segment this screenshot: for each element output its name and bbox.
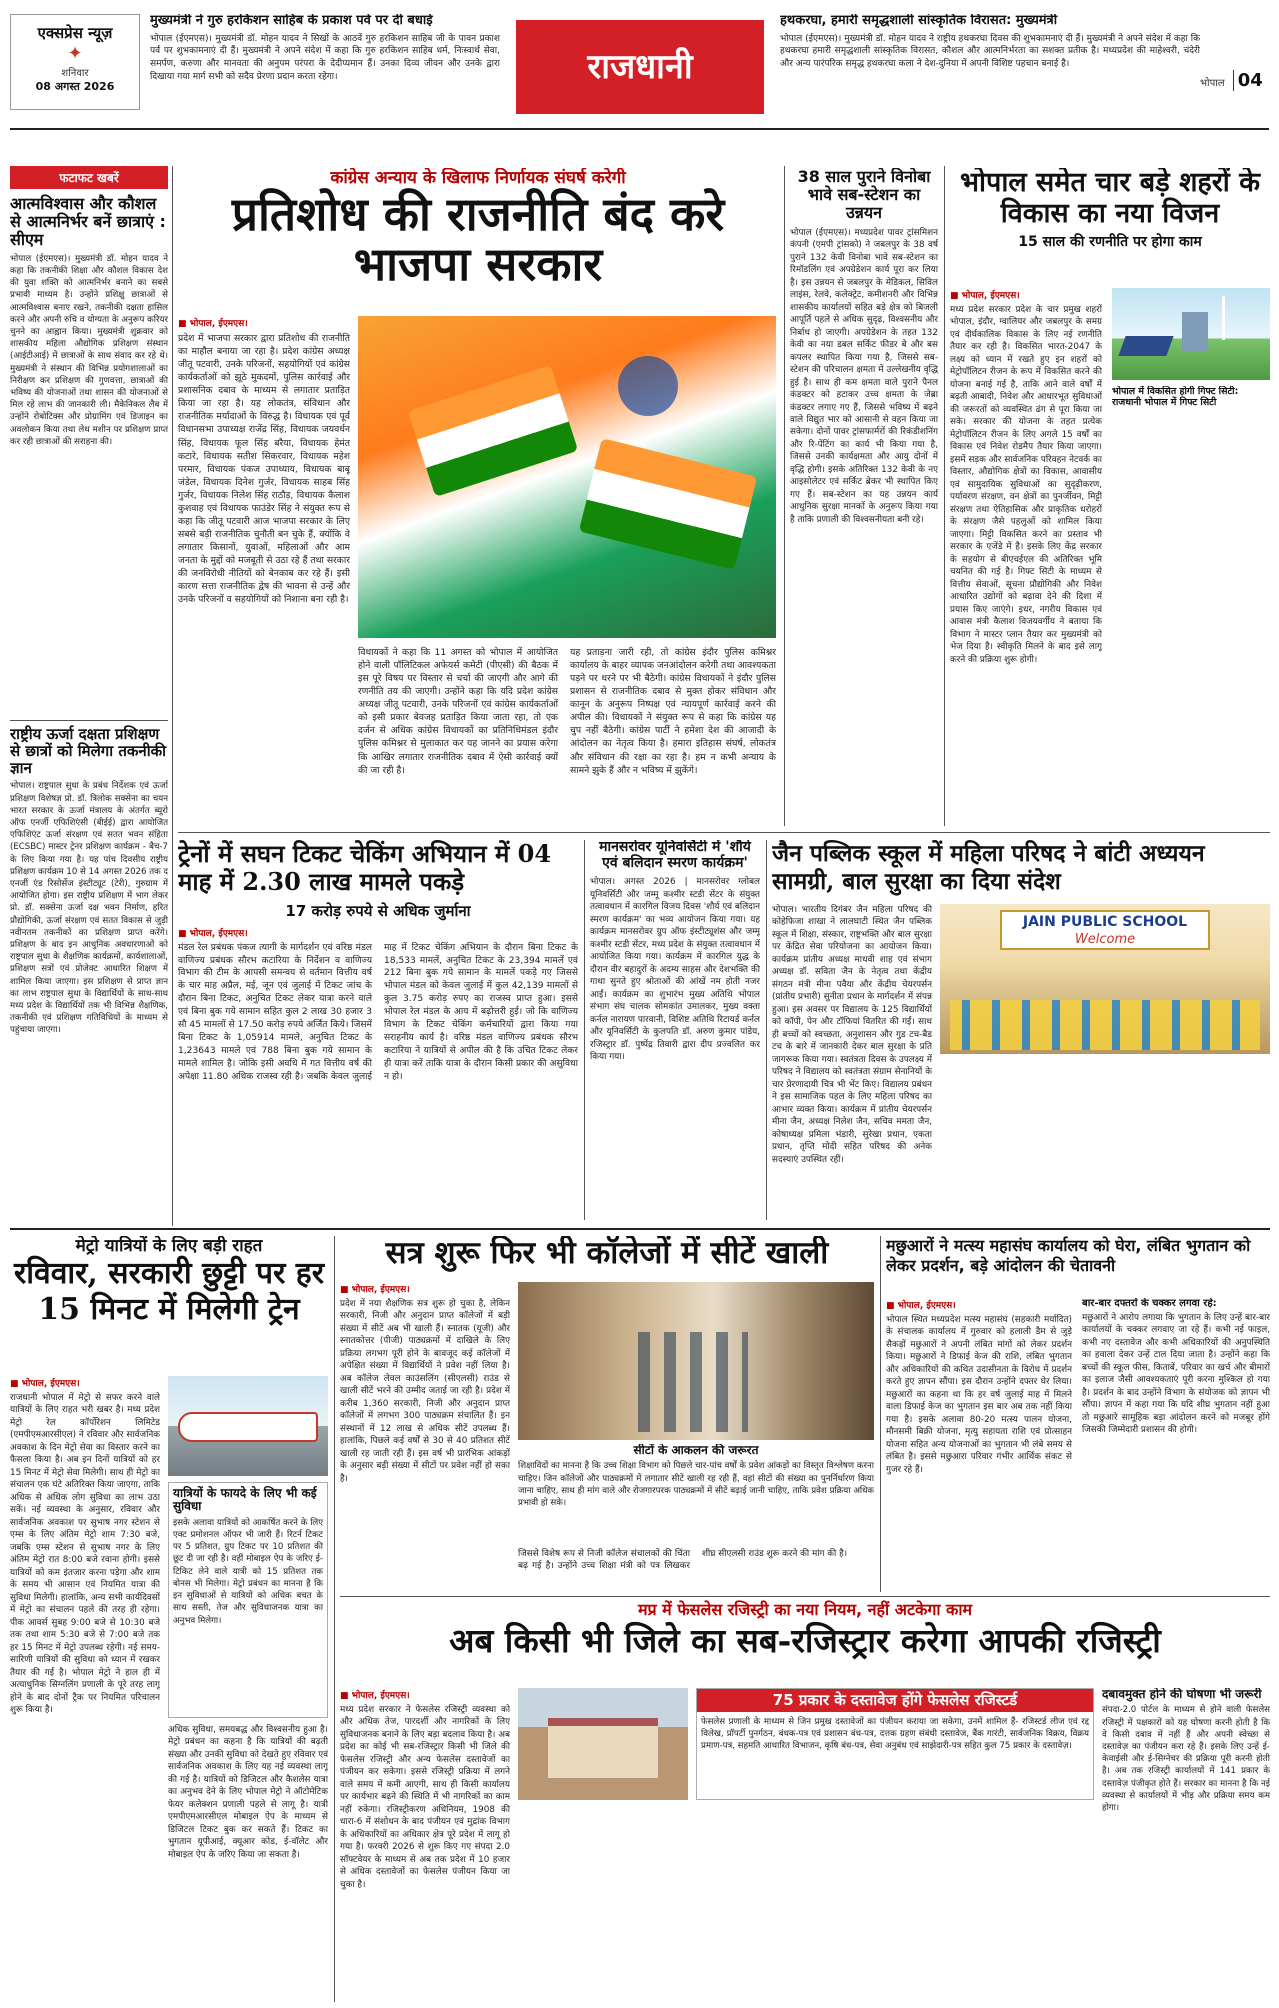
colleges-foot-text: जिससे विशेष रूप से निजी कॉलेज संचालकों की चिंता बढ़ गई है। उन्होंने उच्च शिक्षा मंत्री को पत्र लिखकर शीघ्र सीएलसी राउंड शुरू करने की मांग की है। — [518, 1549, 848, 1572]
office-building-icon — [548, 1718, 658, 1778]
colleges-caption: सीटों के आकलन की जरूरत — [633, 1444, 759, 1457]
fishermen-byline: ■ भोपाल, ईएमएस। — [886, 1298, 1072, 1311]
metro-col-1 — [10, 1376, 160, 2002]
fishermen-sub: बार-बार दफ्तरों के चक्कर लगवा रहे: — [1082, 1298, 1217, 1309]
lead-story — [178, 168, 778, 828]
trains-text: मंडल रेल प्रबंधक पंकज त्यागी के मार्गदर्शन एवं वरिष्ठ मंडल वाणिज्य प्रबंधक सौरभ कटारिया के निर्देशन व वाणिज्य विभाग की टीम के आपसी समन्वय से वर्तमान वित्तीय वर्ष के चार माह अप्रैल, मई, जून एवं जुलाई में टिकट जांच के दौरान बिना टिकट, अनुचित टिकट लेकर यात्रा करने वाले एवं बिना बुक गये सामान सहित कुल 2 लाख 30 हजार 3 सौ 45 मामलों से 17.50 करोड़ रुपये अर्जित किये। जिसमें बिना टिकट के 1,05914 मामले, अनुचित टिकट के 1,23643 मामले एवं 788 बिना बुक गये सामान के मामले शामिल है। जोकि इसी अवधि में गत वित्तीय वर्ष की अपेक्षा 11.80 अधिक राजस्व रही है। जबकि केवल जुलाई माह में टिकट चेकिंग अभियान के दौरान बिना टिकट के 18,533 मामलें, अनुचित टिकट के 23,394 मामलें एवं 212 बिना बुक गये सामान के मामलें पकड़े गए जिससे भोपाल मंडल को केवल जुलाई में कुल 42,139 मामलों से कुल 3.75 करोड़ रुपए का राजस्व प्राप्त हुआ। इससे भोपाल रेल मंडल के आय में बढ़ोत्तरी हुई। जो कि वाणिज्य विभाग के टिकट चेकिंग कर्मचारियों द्वारा किया गया सराहनीय कार्य है। वरिष्ठ मंडल वाणिज्य प्रबंधक सौरभ कटारिया ने यात्रियों से अपील की है कि उचित टिकट लेकर ही यात्रा करें ताकि यात्रा के दौरान किसी प्रकार की असुविधा न हो। — [178, 942, 578, 1082]
top-right-brief — [780, 14, 1200, 118]
colleges-byline: ■ भोपाल, ईएमएस। — [340, 1282, 510, 1295]
colleges-caption-box — [518, 1444, 874, 1544]
registry-photo — [518, 1688, 688, 1800]
vinoba-right-rule — [944, 166, 945, 826]
train-icon — [178, 1412, 318, 1442]
top-left-text: भोपाल (ईएमएस)। मुख्यमंत्री डॉ. मोहन यादव ने सिखों के आठवें गुरु हरकिशन साहिब जी के पावन प्रकाश पर्व पर शुभकामनाएं दी हैं। मुख्यमंत्री ने अपने संदेश में कहा कि गुरु हरकिशन साहिब धर्म, निःस्वार्थ सेवा, समर्पण, करुणा और मानवता की अनुपम परंपरा के देदीप्यमान हैं। उनका दिव्य जीवन और उनके द्वारा दिखाया गया मार्ग सभी को सदैव प्रेरणा प्रदान करता रहेगा। — [150, 33, 500, 82]
row3-rule — [340, 1596, 1270, 1597]
registry-box-headline: 75 प्रकार के दस्तावेज होंगे फेसलेस रजिस्टर्ड — [697, 1689, 1093, 1712]
fatafat-headline-2: राष्ट्रीय ऊर्जा दक्षता प्रशिक्षण से छात्रों को मिलेगा तकनीकी ज्ञान — [10, 725, 167, 777]
children-group-icon — [950, 1000, 1260, 1050]
colleges-headline: सत्र शुरू फिर भी कॉलेजों में सीटें खाली — [385, 1236, 829, 1271]
fishermen-col-2 — [1082, 1298, 1270, 1592]
registry-box-text: फेसलेस प्रणाली के माध्यम से जिन प्रमुख दस्तावेजों का पंजीयन कराया जा सकेगा, उनमें शामिल हैं- रजिस्टर्ड लीज एवं रद्द विलेख, प्रॉपर्टी पुनर्गठन, बंधक-पत्र एवं प्रशासन बंध-पत्र, दत्तक ग्रहण संबंधी दस्तावेज, बैंक गारंटी, सार्वजनिक विक्रय, विक्रय प्रमाण-पत्र, सहमति आधारित विभाजन, कृषि बंध-पत्र, सेवा अनुबंध एवं साझेदारी-पत्र सहित कुल 75 प्रकार के दस्तावेज़। — [701, 1716, 1089, 1752]
fatafat-label: फटाफट खबरें — [10, 166, 168, 189]
lead-text-3: यह प्रताड़ना जारी रही, तो कांग्रेस इंदौर पुलिस कमिश्नर कार्यालय के बाहर व्यापक जनआंदोलन करेगी तथा आवश्यकता पड़ने पर धरने पर भी बैठेगी। कांग्रेस विधायकों ने इंदौर पुलिस प्रशासन से राजनीतिक दबाव से मुक्त होकर संविधान और कानून के अनुरूप निष्पक्ष एवं न्यायपूर्ण कार्रवाई करने की अपील की। विधायकों ने संयुक्त रूप से कहा कि कांग्रेस यह चुप नहीं बैठेगी। कांग्रेस पार्टी ने हमेशा देश की आजादी के आंदोलन का नेतृत्व किया है। हमारा इतिहास संघर्ष, लोकतंत्र और संविधान की रक्षा का रहा है। हम न कभी अन्याय के सामने झुके हैं और न भविष्य में झुकेंगे। — [570, 647, 776, 776]
lead-col-1 — [178, 316, 350, 826]
registry-story — [340, 1600, 1270, 2002]
metro-kicker: मेट्रो यात्रियों के लिए बड़ी राहत — [75, 1236, 263, 1256]
school-banner-label: JAIN PUBLIC SCHOOL — [1022, 914, 1188, 930]
colleges-caption-text: शिक्षाविदों का मानना है कि उच्च शिक्षा विभाग को पिछले चार-पांच वर्षों के प्रवेश आंकड़ों का विस्तृत विश्लेषण करना चाहिए। जिन कॉलेजों और पाठ्यक्रमों में लगातार सीटें खाली रह रही हैं, वहां सीटों की संख्या का पुनर्निर्धारण किया जाना चाहिए, साथ ही मांग वाले और रोजगारपरक पाठ्यक्रमों में सीटें बढ़ाई जानी चाहिए, ताकि प्रवेश प्रक्रिया अधिक प्रभावी हो सके। — [518, 1461, 874, 1509]
colleges-text: प्रदेश में नया शैक्षणिक सत्र शुरू हो चुका है, लेकिन सरकारी, निजी और अनुदान प्राप्त कॉलेजों में बड़ी संख्या में सीटें अब भी खाली हैं। स्नातक (यूजी) और स्नातकोत्तर (पीजी) पाठ्यक्रमों में दाखिले के लिए प्रक्रिया लगभग पूरी होने के बावजूद कई कॉलेजों में अपेक्षित संख्या में विद्यार्थियों ने प्रवेश नहीं लिया है। अब कॉलेज लेवल काउंसलिंग (सीएलसी) राउंड से खाली सीटें भरने की उम्मीद जताई जा रही है। प्रदेश में करीब 1,360 सरकारी, निजी और अनुदान प्राप्त कॉलेजों में लगभग 300 पाठ्यक्रम संचालित हैं। इन संस्थानों में 12 लाख से अधिक सीटें उपलब्ध हैं। हालांकि, पिछले कई वर्षों से 30 से 40 प्रतिशत सीटें खाली रह जाती रही हैं। इस वर्ष भी प्रारंभिक आंकड़ों के अनुसार बड़ी संख्या में सीटों पर प्रवेश नहीं हो सका है। — [340, 1299, 510, 1484]
mansarovar-headline: मानसरोवर यूनिवर्सिटी में 'शौर्य एवं बलिदान स्मरण कार्यक्रम' — [599, 840, 751, 871]
vision-headline: भोपाल समेत चार बड़े शहरों के विकास का नया विजन — [960, 168, 1260, 229]
section-banner — [516, 20, 764, 114]
fatafat-story-2 — [10, 720, 168, 1225]
building-icon — [1182, 312, 1208, 352]
vision-story — [950, 168, 1270, 828]
lead-col-2 — [358, 646, 558, 826]
lead-right-rule — [784, 166, 785, 826]
page-number: 04 — [1233, 70, 1263, 91]
colleges-foot — [518, 1548, 874, 1592]
top-right-text: भोपाल (ईएमएस)। मुख्यमंत्री डॉ. मोहन यादव ने राष्ट्रीय हथकरघा दिवस की शुभकामनाएं दी हैं। मुख्यमंत्री ने अपने संदेश में कहा कि हथकरघा हमारी समृद्धशाली सांस्कृतिक विरासत, कौशल और आत्मनिर्भरता का सशक्त प्रतीक है। मध्यप्रदेश की माहेश्वरी, चंदेरी और अन्य पारंपरिक समृद्ध हथकरघा कला ने देश-दुनिया में अपनी विशिष्ट पहचान बनाई है। — [780, 33, 1200, 70]
lead-kicker: कांग्रेस अन्याय के खिलाफ निर्णायक संघर्ष करेगी — [330, 168, 626, 188]
left-column-rule — [172, 166, 173, 1226]
hand-symbol-icon — [618, 356, 678, 416]
registry-headline: अब किसी भी जिले का सब-रजिस्ट्रार करेगा आपकी रजिस्ट्री — [449, 1621, 1161, 1661]
colleges-story — [340, 1236, 874, 1592]
metro-byline: ■ भोपाल, ईएमएस। — [10, 1376, 160, 1389]
registry-side-text: संपदा-2.0 पोर्टल के माध्यम से होने वाली फेसलेस रजिस्ट्री में पक्षकारों को यह घोषणा करनी होती है कि वे किसी दबाव में नहीं हैं और अपनी स्वेच्छा से दस्तावेज़ का पंजीयन करा रहे हैं। इसके लिए उन्हें ई-केवाईसी और ई-सिग्नेचर की प्रक्रिया पूरी करनी होती है। अब तक रजिस्ट्री कार्यालयों में 141 प्रकार के दस्तावेज़ पंजीकृत होते हैं। सरकार का मानना है कि नई व्यवस्था से कार्यालयों में भीड़ और प्रक्रिया समय कम होगा। — [1102, 1705, 1270, 1814]
school-banner-sign: Welcome — [1074, 932, 1136, 947]
brand-box — [10, 14, 140, 110]
vision-text: मध्य प्रदेश सरकार प्रदेश के चार प्रमुख शहरों भोपाल, इंदौर, ग्वालियर और जबलपुर के समग्र एवं दीर्घकालिक विकास के लिए नई रणनीति तैयार कर रही है। विकसित भारत-2047 के लक्ष्य को ध्यान में रखते हुए इन शहरों को मेट्रोपॉलिटन रीजन के रूप में विकसित करने की योजना बनाई गई है, ताकि आने वाले वर्षों में बढ़ती आबादी, निवेश और आधारभूत सुविधाओं की जरूरतों को व्यवस्थित ढंग से पूरा किया जा सके। सरकार की योजना के तहत प्रत्येक मेट्रोपॉलिटन रीजन के लिए अगले 15 वर्षों का विकास एवं निवेश रोडमैप तैयार किया जाएगा। इसमें सड़क और सार्वजनिक परिवहन नेटवर्क का विस्तार, औद्योगिक क्षेत्रों का विकास, आवासीय एवं सामुदायिक सुविधाओं का सुदृढ़ीकरण, पर्यावरण संरक्षण, वन क्षेत्रों का पुनर्जीवन, मिट्टी संरक्षण तथा ऐतिहासिक और प्राकृतिक धरोहरों के संरक्षण जैसे पहलुओं को शामिल किया जाएगा। मिट्टी विकसित करने का प्रस्ताव भी सरकार के एजेंडे में है। इसके लिए केंद्र सरकार के सहयोग से बीएचईएल की अतिरिक्त भूमि चयनित की गई है। गिफ्ट सिटी के माध्यम से वित्तीय सेवाओं, सूचना प्रौद्योगिकी और निवेश आधारित उद्योगों को बढ़ावा देने की दिशा में प्रयास किए जाएंगे। इधर, नगरीय विकास एवं आवास मंत्री कैलाश विजयवर्गीय ने बताया कि विभाग ने मास्टर प्लान तैयार कर मुख्यमंत्री को भेज दिया है। स्वीकृति मिलने के बाद इसे लागू करने की प्रक्रिया शुरू होगी। — [950, 305, 1102, 665]
metro-col-2 — [168, 1724, 328, 2002]
masthead-date: 08 अगस्त 2026 — [35, 80, 115, 93]
college-photo — [518, 1282, 874, 1440]
metro-headline: रविवार, सरकारी छुट्टी पर हर 15 मिनट में मिलेगी ट्रेन — [13, 1256, 325, 1328]
registry-text: मध्य प्रदेश सरकार ने फेसलेस रजिस्ट्री व्यवस्था को और अधिक तेज, पारदर्शी और नागरिकों के लिए सुविधाजनक बनाने के लिए बड़ा बदलाव किया है। अब प्रदेश का कोई भी सब-रजिस्ट्रार किसी भी जिले की फेसलेस रजिस्ट्री और अन्य फेसलेस दस्तावेजों का पंजीयन कर सकेगा। इससे रजिस्ट्री प्रक्रिया में लगने वाले समय में कमी आएगी, साथ ही किसी कार्यालय पर कार्यभार बढ़ने की स्थिति में भी नागरिकों का काम नहीं रुकेगा। रजिस्ट्रीकरण अधिनियम, 1908 की धारा-6 में संशोधन के बाद पंजीयन एवं मुद्रांक विभाग के अधिकारियों का अधिकार क्षेत्र पूरे प्रदेश में लागू हो गया है। फरवरी 2026 से शुरू किए गए संपदा 2.0 सॉफ्टवेयर के माध्यम से अब तक प्रदेश में 10 हजार से अधिक दस्तावेजों का फेसलेस पंजीयन किया जा चुका है। — [340, 1705, 510, 1890]
fatafat-divider — [10, 720, 168, 721]
school-photo — [940, 904, 1270, 1054]
masthead-rule — [10, 128, 1269, 130]
metro-box-text: इसके अलावा यात्रियों को आकर्षित करने के लिए एक्ट प्रमोशनल ऑफर भी जारी हैं। रिटर्न टिकट पर 5 प्रतिशत, ग्रुप टिकट पर 10 प्रतिशत की छूट दी जा रही है। वहीं मोबाइल ऐप के जरिए ई-टिकिट लेने वाले यात्री को 15 प्रतिशत तक बोनस भी मिलेगा। मेट्रो प्रबंधन का मानना है कि इन सुविधाओं से यात्रियों को अधिक बचत के साथ सस्ती, तेज और सुविधाजनक यात्रा का अनुभव मिलेगा। — [173, 1517, 323, 1626]
fatafat-text-2: भोपाल। राष्ट्रपाल सुधा के प्रबंध निर्देशक एवं ऊर्जा प्रशिक्षण विशेषज्ञ प्रो. डॉ. त्रिलोक सक्सेना का चयन भारत सरकार के ऊर्जा मंत्रालय के अंतर्गत ब्यूरो ऑफ एनर्जी एफिशिएंसी (बीईई) द्वारा आयोजित एफिशिएंट ऊर्जा संरक्षण एवं सतत भवन संहिता (ECSBC) मास्टर ट्रेनर प्रशिक्षण कार्यक्रम - बैच-7 के लिए किया गया है। यह पांच दिवसीय राष्ट्रीय प्रशिक्षण कार्यक्रम 10 से 14 अगस्त 2026 तक द एनर्जी एंड रिसोर्सेज इंस्टीट्यूट (टेरी), गुरुग्राम में आयोजित होगा। इस राष्ट्रीय प्रशिक्षण में भाग लेकर प्रो. डॉ. सक्सेना ऊर्जा दक्ष भवन निर्माण, हरित प्रौद्योगिकी, ऊर्जा संरक्षण एवं सतत विकास से जुड़ी नवीनतम तकनीकों का प्रशिक्षण प्राप्त करेंगे। प्रशिक्षण के बाद इन आधुनिक अवधारणाओं को राष्ट्रपाल सुधा के शैक्षणिक कार्यक्रमों, कार्यशालाओं, प्रशिक्षण सत्रों एवं प्रोजेक्ट आधारित शिक्षण में शामिल किया जाएगा। इस प्रशिक्षण से प्राप्त ज्ञान का लाभ राष्ट्रपाल सुधा के विद्यार्थियों के साथ-साथ मध्य प्रदेश के विद्यार्थियों तक भी विभिन्न शैक्षणिक, तकनीकी एवं प्रशिक्षण गतिविधियों के माध्यम से पहुंचाया जाएगा। — [10, 781, 168, 1036]
wind-turbine-icon — [1222, 296, 1225, 340]
solar-panel-icon — [1118, 336, 1173, 356]
colleges-right-rule — [880, 1236, 881, 1592]
top-left-brief — [150, 14, 500, 118]
metro-right-rule — [334, 1236, 335, 2002]
trains-byline: ■ भोपाल, ईएमएस। — [178, 926, 578, 939]
lead-col-3 — [570, 646, 776, 826]
city-illustration — [1112, 288, 1270, 380]
flag-icon-2 — [579, 438, 757, 570]
page-meta — [1200, 70, 1272, 100]
lead-text-1: प्रदेश में भाजपा सरकार द्वारा प्रतिशोध की राजनीति का माहौल बनाया जा रहा है। प्रदेश कांग्रेस अध्यक्ष जीतू पटवारी, उनके परिजनों, सहयोगियों एवं कांग्रेस कार्यकर्ताओं को झूठे मुकदमों, पुलिस कार्रवाई और प्रशासनिक दबाव के माध्यम से लगातार प्रताड़ित किया जा रहा है। यह लोकतंत्र, संविधान और राजनीतिक मर्यादाओं के विरुद्ध है। विधायक एवं पूर्व विधानसभा उपाध्यक्ष राजेंद्र सिंह, विधायक जयवर्धन सिंह, विधायक फूल सिंह बरैया, विधायक हेमंत कटारे, विधायक सतीश सिकरवार, विधायक महेश परमार, विधायक पंकज उपाध्याय, विधायक बाबू जंडेल, विधायक दिनेश गुर्जर, विधायक साहब सिंह गुर्जर, विधायक निलेश सिंह राठौड़, विधायक कैलाश कुशवाह एवं विधायक फाउंडेर सिंह ने संयुक्त रूप से कहा कि जीतू पटवारी आज भाजपा सरकार के लिए सबसे बड़ी राजनीतिक चुनौती बन चुके हैं, क्योंकि वे लगातार किसानों, युवाओं, महिलाओं और आम जनता के मुद्दों को मजबूती से उठा रहे हैं तथा सरकार की जनविरोधी नीतियों को बेनकाब कर रहे हैं। इसी कारण सत्ता राजनीतिक द्वेष की भावना से उन्हें और उनके परिजनों व सहयोगियों को निशाना बना रही है। — [178, 333, 350, 606]
jain-headline: जैन पब्लिक स्कूल में महिला परिषद ने बांटी अध्ययन सामग्री, बाल सुरक्षा का दिया संदेश — [772, 840, 1205, 895]
students-icon — [638, 1332, 748, 1432]
registry-side-headline: दबावमुक्त होने की घोषणा भी जरूरी — [1102, 1688, 1262, 1701]
metro-tail: अधिक सुविधा, समयबद्ध और विश्वसनीय हुआ है। मेट्रो प्रबंधन का कहना है कि यात्रियों की बढ़ती संख्या और उनकी सुविधा को देखते हुए रविवार एवं सार्वजनिक अवकाश के लिए यह नई व्यवस्था लागू की गई है। यात्रियों को डिजिटल और कैशलेस यात्रा का अनुभव देने के लिए भोपाल मेट्रो ने ऑटोमेटिक फेयर कलेक्शन प्रणाली पहले से लागू है। यात्री एमपीएमआरसीएल मोबाइल ऐप के माध्यम से डिजिटल टिकट बुक कर सकते हैं। टिकट का भुगतान यूपीआई, क्यूआर कोड, ई-वॉलेट और मोबाइल ऐप के जरिए किया जा सकता है। — [168, 1725, 328, 1860]
vision-col-2 — [1112, 386, 1270, 826]
rally-photo — [358, 316, 776, 638]
jain-col — [772, 904, 932, 1220]
mansarovar-text: भोपाल। अगस्त 2026 | मानसरोवर ग्लोबल यूनिवर्सिटी और जम्मू कश्मीर स्टडी सेंटर के संयुक्त तत्वावधान में कारगिल विजय दिवस 'शौर्य एवं बलिदान स्मरण कार्यक्रम' का भव्य आयोजन किया गया। यह कार्यक्रम मानसरोवर ग्रुप ऑफ इंस्टीट्यूशंस और जम्मू कश्मीर स्टडी सेंटर, मध्य प्रदेश के संयुक्त तत्वावधान में आयोजित किया गया। कार्यक्रम में कारगिल युद्ध के दौरान वीर बहादुरों के अदम्य साहस और देशभक्ति की गाथा सुनते हुए श्रोताओं की आंखें नम होती नजर आईं। कार्यक्रम का शुभारंभ मुख्य अतिथि भोपाल संभाग संघ चालक सोमकांत उमालकर, मुख्य वक्ता कर्नल नारायण पारवानी, विशिष्ट अतिथि रिटायर्ड कर्नल और यूनिवर्सिटी के कुलपति डॉ. अरुण कुमार पांडेय, रजिस्ट्रार डॉ. पुष्पेंद्र तिवारी द्वारा दीप प्रज्वलित कर किया गया। — [590, 877, 760, 1063]
metro-box-headline: यात्रियों के फायदे के लिए भी कई सुविधा — [173, 1486, 317, 1514]
fishermen-headline: मछुआरों ने मत्स्य महासंघ कार्यालय को घेरा, लंबित भुगतान को लेकर प्रदर्शन, बड़े आंदोलन की चेतावनी — [886, 1236, 1251, 1275]
top-left-headline: मुख्यमंत्री ने गुरु हरकिशन साहिब के प्रकाश पर्व पर दी बधाई — [150, 14, 433, 28]
section-name: राजधानी — [587, 47, 693, 87]
trains-subhead: 17 करोड़ रुपये से अधिक जुर्माना — [285, 901, 471, 920]
registry-side — [1102, 1688, 1270, 2002]
metro-text: राजधानी भोपाल में मेट्रो से सफर करने वाले यात्रियों के लिए राहत भरी खबर है। मध्य प्रदेश मेट्रो रेल कॉर्पोरेशन लिमिटेड (एमपीएमआरसीएल) ने रविवार और सार्वजनिक अवकाश के दिन मेट्रो सेवा का विस्तार करने का फैसला किया है। अब इन दिनों यात्रियों को हर 15 मिनट में मेट्रो सेवा मिलेगी। साथ ही मेट्रो का संचालन एक घंटे अतिरिक्त किया जाएगा, ताकि अधिक से अधिक लोग सुविधा का लाभ उठा सकें। नई व्यवस्था के अनुसार, रविवार और सार्वजनिक अवकाश पर सुभाष नगर स्टेशन से एम्स के लिए अंतिम मेट्रो शाम 7:30 बजे, जबकि एम्स स्टेशन से सुभाष नगर के लिए अंतिम मेट्रो रात 8:00 बजे रवाना होगी। इससे यात्रियों को कम इंतजार करना पड़ेगा और शाम के समय भी आसान एवं नियमित यात्रा की सुविधा मिलेगी। हालांकि, अन्य सभी कार्यदिवसों में मेट्रो का संचालन पहले की तरह ही रहेगा। पीक आवर्स सुबह 9:00 बजे से 10:30 बजे तक तथा शाम 5:30 बजे से 7:00 बजे तक हर 15 मिनट में मेट्रो उपलब्ध रहेगी। नई समय-सारिणी यात्रियों की सुविधा को ध्यान में रखकर तैयार की गई है। भोपाल मेट्रो ने हाल ही में अत्याधुनिक सिग्नलिंग प्रणाली के पूरे तरह लागू होने के बाद दोनों ट्रैक पर नियमित परिचालन शुरू किया है। — [10, 1393, 160, 1716]
vinoba-story — [790, 168, 938, 828]
mansarovar-story — [590, 840, 760, 1220]
school-banner — [1000, 910, 1210, 950]
vision-subhead-2: भोपाल में विकसित होगी गिफ्ट सिटी: राजधानी भोपाल में गिफ्ट सिटी — [1112, 386, 1239, 409]
colleges-col-1 — [340, 1282, 510, 1592]
flag-icon — [408, 365, 578, 497]
trains-right-rule — [584, 840, 585, 1220]
brand-logo-icon: ✦ — [67, 43, 83, 64]
registry-kicker: मप्र में फेसलेस रजिस्ट्री का नया नियम, नहीं अटकेगा काम — [637, 1600, 973, 1619]
vision-byline: ■ भोपाल, ईएमएस। — [950, 288, 1102, 301]
metro-train-photo — [168, 1376, 328, 1476]
metro-story — [10, 1236, 328, 2002]
row2-rule — [10, 1228, 1270, 1230]
registry-col-1 — [340, 1688, 510, 2002]
vinoba-headline: 38 साल पुराने विनोबा भावे सब-स्टेशन का उन्नयन — [797, 168, 931, 222]
row1-rule — [178, 832, 1270, 833]
jain-text: भोपाल। भारतीय दिगंबर जैन महिला परिषद की कोहेफिजा शाखा ने लालघाटी स्थित जैन पब्लिक स्कूल में शिक्षा, संस्कार, राष्ट्रभक्ति और बाल सुरक्षा पर केंद्रित सेवा परियोजना का आयोजन किया। कार्यक्रम प्रांतीय अध्यक्ष माधवी शाह एवं संभाग अध्यक्ष डॉ. सविता जैन के नेतृत्व तथा केंद्रीय संगठन मंत्री मीना पवैया और केंद्रीय चेयरपर्सन (प्रांतीय प्रभारी) सुनीता प्रधान के मार्गदर्शन में संपन्न हुआ। इस अवसर पर विद्यालय के 125 विद्यार्थियों को कॉपी, पेन और टॉफियां वितरित की गईं। साथ ही बच्चों को स्वच्छता, अनुशासन और गुड टच-बैड टच के बारे में जानकारी देकर बाल सुरक्षा के प्रति जागरूक किया गया। स्वतंत्रता दिवस के उपलक्ष्य में परिषद ने विद्यालय को स्वतंत्रता संग्राम सेनानियों के चार प्रेरणादायी चित्र भी भेंट किए। विद्यालय प्रबंधन ने इस सामाजिक पहल के लिए महिला परिषद का आभार व्यक्त किया। कार्यक्रम में प्रांतीय चेयरपर्सन मीना जैन, अध्यक्ष निलेश जैन, सचिव ममता जैन, कोषाध्यक्ष प्रमिला भंडारी, सुरेखा प्रधान, एकता प्रधान, तृप्ति मोदी सहित परिषद की अनेक सदस्याएं उपस्थित रहीं। — [772, 905, 932, 1165]
lead-byline: ■ भोपाल, ईएमएस। — [178, 316, 350, 329]
masthead — [0, 0, 1279, 126]
vision-subhead: 15 साल की रणनीति पर होगा काम — [1018, 233, 1202, 250]
fatafat-column — [10, 166, 168, 714]
fishermen-story — [886, 1236, 1270, 1592]
registry-box — [696, 1688, 1094, 1800]
fishermen-col-1 — [886, 1298, 1072, 1592]
vision-col-1 — [950, 288, 1102, 828]
trains-headline: ट्रेनों में सघन टिकट चेकिंग अभियान में 04 माह में 2.30 लाख मामले पकड़े — [178, 840, 552, 896]
brand-name: एक्सप्रेस न्यूज़ — [37, 24, 113, 42]
page-city: भोपाल — [1200, 78, 1225, 89]
masthead-day: शनिवार — [61, 68, 89, 79]
fatafat-headline-1: आत्मविश्वास और कौशल से आत्मनिर्भर बनें छात्राएं : सीएम — [10, 194, 166, 249]
vinoba-text: भोपाल (ईएमएस)। मध्यप्रदेश पावर ट्रांसमिशन कंपनी (एमपी ट्रांसको) ने जबलपुर के 38 वर्ष पुराने 132 केवी विनोबा भावे सब-स्टेशन का रिमॉडलिंग एवं अपग्रेडेशन कार्य पूरा कर लिया है। इस उन्नयन से जबलपुर के मेडिकल, सिविल लाइंस, रेलवे, कलेक्ट्रेट, कमीशनरी और विभिन्न शासकीय कार्यालयों सहित बड़े क्षेत्र को बिजली आपूर्ति पहले से अधिक सुदृढ़, विश्वसनीय और निर्बाध हो जाएगी। अपग्रेडेशन के तहत 132 केवी का नया डबल सर्किट फीडर बे और बस कपलर स्थापित किया गया है, जिससे सब-स्टेशन की परिचालन क्षमता में उल्लेखनीय वृद्धि हुई है। साथ ही कम क्षमता वाले पुराने पैनल कंडक्टर को हटाकर उच्च क्षमता के जेब्रा कंडक्टर लगाए गए हैं, जिससे भविष्य में बढ़ने वाले विद्युत भार को आसानी से वहन किया जा सकेगा। दोनों पावर ट्रांसफार्मरों की रिकंडीशनिंग और रि-पेंटिंग का कार्य भी किया गया है, जिससे उनकी कार्यक्षमता और आयु दोनों में वृद्धि होगी। इसके अतिरिक्त 132 केवी के नए आइसोलेटर एवं सर्किट ब्रेकर भी स्थापित किए गए हैं। सब-स्टेशन का यह उन्नयन कार्य आधुनिक सुरक्षा मानकों के अनुरूप किया गया है ताकि प्रणाली की विश्वसनीयता बनी रहे। — [790, 227, 938, 525]
top-right-headline: हथकरघा, हमारी समृद्धशाली सांस्कृतिक विरासत: मुख्यमंत्री — [780, 14, 1058, 28]
registry-byline: ■ भोपाल, ईएमएस। — [340, 1688, 510, 1701]
jain-story — [772, 840, 1270, 1220]
lead-text-2: विधायकों ने कहा कि 11 अगस्त को भोपाल में आयोजित होने वाली पॉलिटिकल अफेयर्स कमेटी (पीएसी) की बैठक में इस पूरे विषय पर विस्तार से चर्चा की जाएगी और आगे की रणनीति तय की जाएगी। उन्होंने कहा कि यदि प्रदेश कांग्रेस अध्यक्ष जीतू पटवारी, उनके परिजनों एवं कांग्रेस कार्यकर्ताओं को इसी प्रकार बेवजह प्रताड़ित किया जाता रहा, तो एक दर्जन से अधिक कांग्रेस विधायकों का प्रतिनिधिमंडल इंदौर पुलिस कमिश्नर से मुलाकात कर यह जानने का प्रयास करेगा कि आखिर लगातार राजनीतिक दबाव में ऐसी कार्रवाई क्यों की जा रही है। — [358, 647, 558, 776]
lead-headline: प्रतिशोध की राजनीति बंद करे भाजपा सरकार — [231, 187, 725, 292]
fishermen-sub-text: मछुआरों ने आरोप लगाया कि भुगतान के लिए उन्हें बार-बार कार्यालयों के चक्कर लगवाए जा रहे हैं। कभी नई फाइल, कभी नए दस्तावेज और कभी अधिकारियों की अनुपस्थिति का हवाला देकर उन्हें टाल दिया जाता है। उन्होंने कहा कि बच्चों की स्कूल फीस, किताबें, परिवार का खर्च और बीमारों का इलाज जैसी आवश्यकताएं पूरी करना मुश्किल हो गया है। प्रदर्शन के बाद उन्होंने विभाग के संयोजक को ज्ञापन भी सौंपा। ज्ञापन में कहा गया कि यदि शीघ्र भुगतान नहीं हुआ तो मछुआरे सामूहिक बड़ा आंदोलन करने को मजबूर होंगे जिसकी जिम्मेदारी प्रशासन की होगी। — [1082, 1313, 1270, 1436]
mansarovar-right-rule — [766, 840, 767, 1220]
metro-box — [168, 1482, 328, 1718]
fishermen-text: भोपाल स्थित मध्यप्रदेश मत्स्य महासंघ (सहकारी मर्यादित) के संचालक कार्यालय में गुरुवार को हलाली डैम से जुड़े सैकड़ों मछुआरों ने अपनी लंबित मांगों को लेकर प्रदर्शन किया। मछुआरों ने डिफाई केज की राशि, लंबित भुगतान और अधिकारियों की कथित उदासीनता के विरोध में प्रदर्शन करते हुए ज्ञापन सौंपा। इस दौरान उन्होंने दफ्तर घेर लिया। मछुआरों का कहना था कि हर वर्ष जुलाई माह में मिलने वाला डिफाई केज का भुगतान इस बार अब तक नहीं किया गया है। इसके अलावा 80-20 मत्स्य पालन योजना, मौनसमी बिक्री योजना, मृत्यु सहायता राशि एवं प्रोत्साहन योजना सहित अन्य योजनाओं का भुगतान भी लंबे समय से लंबित है। इससे मछुआरा परिवार गंभीर आर्थिक संकट से गुजर रहे हैं। — [886, 1315, 1072, 1475]
fatafat-text-1: भोपाल (ईएमएस)। मुख्यमंत्री डॉ. मोहन यादव ने कहा कि तकनीकी शिक्षा और कौशल विकास देश की युवा शक्ति को आत्मनिर्भर बनाने का सबसे प्रभावी माध्यम है। उन्होंने प्रशिक्षु छात्राओं से आत्मविश्वास बनाए रखने, तकनीकी दक्षता हासिल करने और अपनी रुचि व योग्यता के अनुरूप करियर चुनने का आह्वान किया। मुख्यमंत्री शुक्रवार को शासकीय महिला औद्योगिक प्रशिक्षण संस्थान (आईटीआई) में छात्राओं के साथ संवाद कर रहे थे। मुख्यमंत्री ने संस्थान की विभिन्न प्रयोगशालाओं का निरीक्षण कर प्रशिक्षण की गुणवत्ता, छात्राओं की भविष्य की योजनाओं तथा शासन की योजनाओं से मिल रहे लाभ की जानकारी ली। मैकेनिकल लैब में उन्होंने रोबोटिक्स और प्रोग्रामिंग एवं डिजाइन का अवलोकन किया तथा लेथ मशीन पर प्रशिक्षण प्राप्त कर रही छात्राओं की सराहना की। — [10, 253, 168, 447]
trains-story — [178, 840, 578, 1220]
